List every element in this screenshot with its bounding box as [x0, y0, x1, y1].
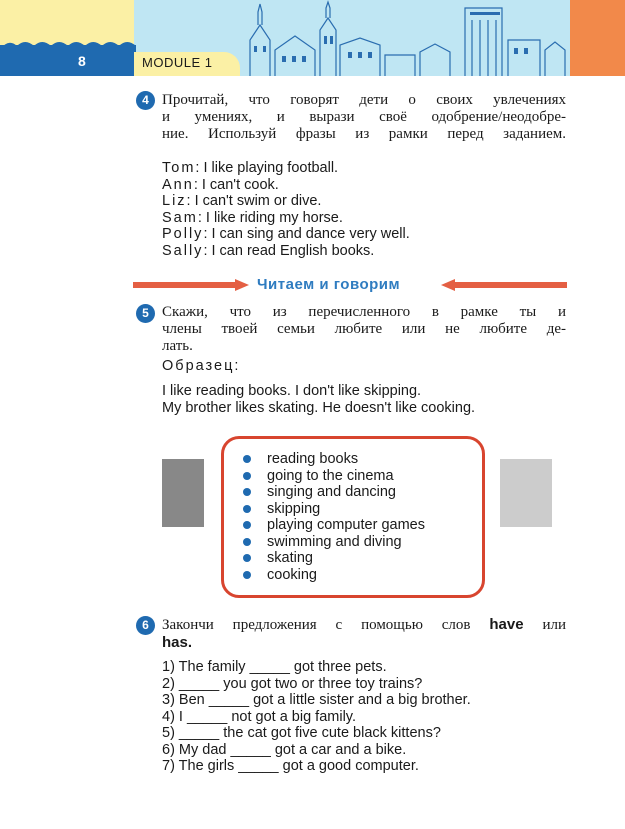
section-bar-right	[453, 282, 567, 288]
sentence-item: 4) I _____ not got a big family.	[162, 708, 356, 725]
header-orange-band	[570, 0, 625, 76]
exercise-4-number: 4	[136, 91, 155, 110]
exercise-5-instruction-line: лать.	[162, 338, 193, 354]
exercise-6-sentences	[162, 659, 471, 775]
exercise-4-instruction-line: Прочитай, что говорят дети о своих увлечениях	[162, 92, 566, 108]
exercise-5-instruction-line: Скажи, что из перечисленного в рамке ты и	[162, 304, 566, 320]
sentence-item: 3) Ben _____ got a little sister and a big brother.	[162, 692, 471, 708]
word-has: has.	[162, 634, 193, 651]
bullet-icon	[243, 505, 251, 513]
bullet-icon	[243, 571, 251, 579]
sample-line: I like reading books. I don't like skipping.	[162, 383, 422, 399]
exercise-6-number: 6	[136, 616, 155, 635]
page-number: 8	[78, 53, 86, 69]
dialogue-line	[162, 243, 410, 260]
bullet-icon	[243, 455, 251, 463]
exercise-6-instruction	[162, 616, 566, 652]
instruction-text: Закончи предложения с помощью слов	[162, 617, 471, 633]
exercise-4-instruction	[162, 92, 566, 143]
sentence-item: 5) _____ the cat got five cute black kittens?	[162, 725, 441, 741]
speaker-name: Sam	[162, 209, 198, 226]
exercise-6-instruction-line	[162, 616, 566, 634]
speaker-text: : I can read English books.	[203, 242, 375, 259]
bullet-icon	[243, 521, 251, 529]
sample-text	[162, 383, 475, 416]
dialogue-line	[162, 160, 410, 177]
module-label: MODULE 1	[142, 55, 213, 70]
speaker-text: : I can't cook.	[193, 176, 279, 193]
dialogue-line	[162, 210, 410, 227]
speaker-name: Liz	[162, 193, 187, 209]
exercise-4-instruction-line: ние. Используй фразы из рамки перед заданием.	[162, 126, 566, 142]
speaker-text: : I like riding my horse.	[197, 209, 343, 226]
dialogue-line	[162, 177, 410, 194]
sentence-item: 2) _____ you got two or three toy trains?	[162, 675, 423, 692]
activity-word-box: reading books going to the cinema singing and dancing skipping playing computer games swimming and diving skating cooking	[221, 436, 485, 598]
sample-line: My brother likes skating. He doesn't like cooking.	[162, 399, 476, 416]
exercise-4-instruction-line: и умениях, и вырази своё одобрение/неодобре-	[162, 109, 566, 125]
instruction-or: или	[542, 617, 566, 633]
speaker-name: Tom	[162, 160, 196, 176]
speaker-text: : I like playing football.	[195, 160, 339, 176]
speaker-text: : I can sing and dance very well.	[203, 226, 410, 242]
wave-decoration	[0, 38, 136, 50]
dialogue-line	[162, 226, 410, 243]
speaker-name: Ann	[162, 176, 194, 193]
sentence-item: 6) My dad _____ got a car and a bike.	[162, 741, 407, 758]
arrow-right-icon	[235, 279, 249, 291]
sentence-item: 1) The family _____ got three pets.	[162, 659, 387, 675]
gray-block-left	[162, 459, 204, 527]
exercise-5-instruction	[162, 304, 566, 355]
dialogue-line	[162, 193, 410, 210]
bullet-icon	[243, 488, 251, 496]
sample-label: Образец:	[162, 358, 241, 374]
bullet-icon	[243, 472, 251, 480]
speaker-name: Sally	[162, 242, 204, 259]
exercise-5-instruction-line: члены твоей семьи любите или не любите де-	[162, 321, 566, 337]
bullet-icon	[243, 554, 251, 562]
speaker-name: Polly	[162, 226, 204, 242]
speaker-text: : I can't swim or dive.	[186, 193, 322, 209]
word-have: have	[489, 616, 524, 633]
bullet-icon	[243, 538, 251, 546]
section-bar-left	[133, 282, 237, 288]
sentence-item: 7) The girls _____ got a good computer.	[162, 758, 419, 774]
exercise-5-number: 5	[136, 304, 155, 323]
gray-block-right	[500, 459, 552, 527]
exercise-4-dialogue	[162, 160, 410, 259]
section-title: Читаем и говорим	[257, 276, 401, 293]
cityscape-illustration	[240, 0, 570, 76]
